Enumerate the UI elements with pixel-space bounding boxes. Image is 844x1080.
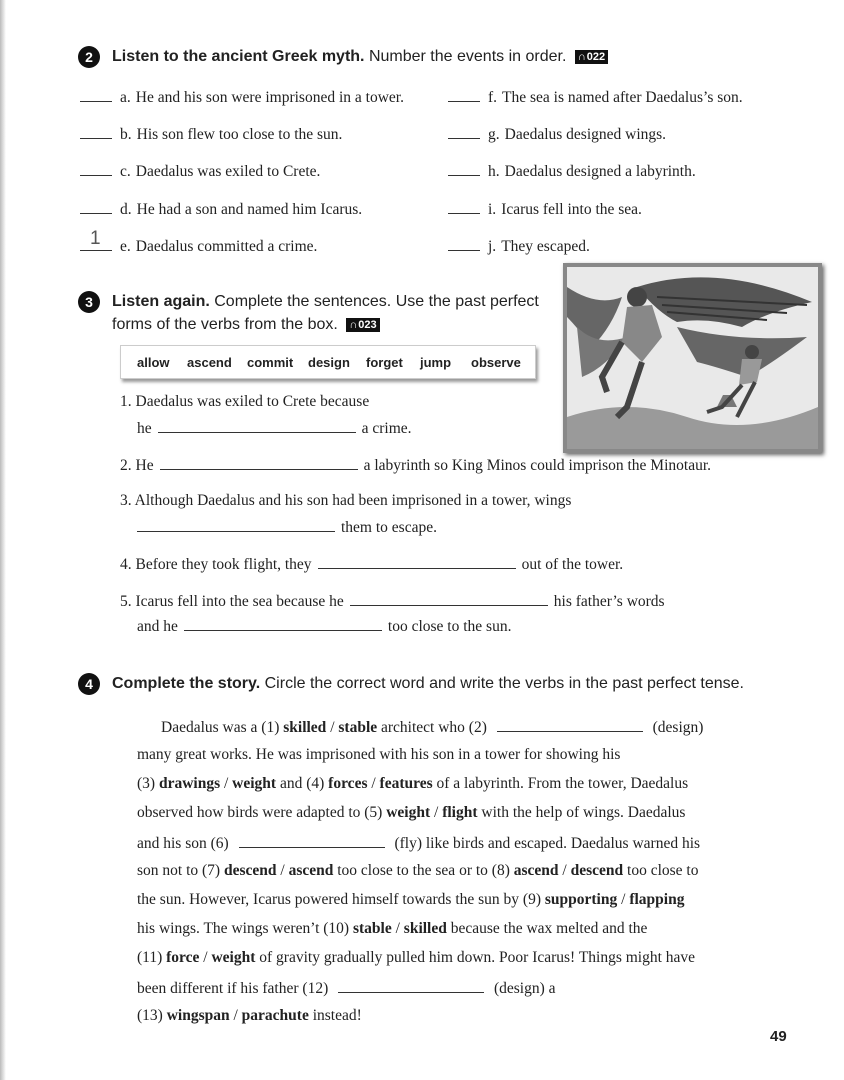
page-spine-shadow <box>0 0 6 1080</box>
story-text: (3) <box>137 775 159 792</box>
story-text: and his son (6) <box>137 835 233 852</box>
story-text: instead! <box>308 1007 362 1024</box>
answer-blank[interactable] <box>350 591 548 606</box>
audio-track-number: 023 <box>358 319 377 331</box>
sentence-text: he <box>137 420 152 437</box>
event-letter: j. <box>488 238 497 255</box>
story-text: observed how birds were adapted to (5) <box>137 804 387 821</box>
word-box-item: commit <box>247 355 294 370</box>
story-text: (design) <box>648 719 704 736</box>
exercise-2-heading <box>78 46 608 68</box>
event-item <box>448 199 642 219</box>
sentence-text: and he <box>137 618 178 635</box>
sentence-3-line-2 <box>131 517 437 537</box>
word-choice[interactable]: weight <box>386 804 431 821</box>
word-box <box>120 345 536 379</box>
answer-blank[interactable] <box>338 978 484 993</box>
order-number-blank[interactable] <box>80 161 112 176</box>
headphones-icon: ∩ <box>577 51 586 64</box>
event-text: Icarus fell into the sea. <box>501 201 642 218</box>
instruction-bold: Listen again. <box>112 293 210 311</box>
event-item <box>448 161 696 181</box>
story-text: (11) <box>137 949 167 966</box>
word-choice[interactable]: supporting <box>544 891 618 908</box>
sentence-5-line-1 <box>120 591 665 611</box>
sentence-1-line-2 <box>137 418 412 438</box>
word-choice[interactable]: ascend <box>288 862 334 879</box>
audio-track-number: 022 <box>586 51 606 64</box>
exercise-3-heading-line2 <box>112 316 380 334</box>
story-text: / <box>199 949 212 966</box>
event-item <box>80 228 318 256</box>
story-text: / <box>430 804 443 821</box>
sentence-text: his father’s words <box>553 593 665 610</box>
story-text: been different if his father (12) <box>137 980 333 997</box>
event-letter: f. <box>488 89 498 106</box>
order-number-blank[interactable] <box>80 87 112 102</box>
order-number-blank[interactable] <box>80 124 112 139</box>
event-text: Daedalus committed a crime. <box>135 238 318 255</box>
sentence-text: a labyrinth so King Minos could imprison the Minotaur. <box>363 457 712 474</box>
headphones-icon: ∩ <box>349 319 358 331</box>
word-choice[interactable]: forces <box>328 775 368 792</box>
exercise-number: 4 <box>78 673 100 695</box>
sentence-5-line-2 <box>137 616 511 636</box>
story-text: / <box>220 775 233 792</box>
story-line <box>137 891 684 909</box>
order-number-blank[interactable] <box>448 124 480 139</box>
answer-blank[interactable] <box>239 833 385 848</box>
story-text: too close to the sea or to (8) <box>333 862 514 879</box>
word-choice[interactable]: flight <box>442 804 478 821</box>
story-text: of a labyrinth. From the tower, Daedalus <box>432 775 689 792</box>
word-box-item: jump <box>420 355 452 370</box>
word-choice[interactable]: descend <box>570 862 624 879</box>
event-letter: e. <box>120 238 131 255</box>
event-text: He had a son and named him Icarus. <box>136 201 363 218</box>
answer-blank[interactable] <box>137 517 335 532</box>
sentence-text: too close to the sun. <box>387 618 512 635</box>
sentence-1-line-1: 1. Daedalus was exiled to Crete because <box>120 393 370 410</box>
story-line <box>137 949 695 967</box>
story-text: / <box>229 1007 242 1024</box>
story-line <box>137 804 685 822</box>
audio-track-badge[interactable] <box>346 318 379 332</box>
exercise-number: 3 <box>78 291 100 313</box>
instruction-bold: Listen to the ancient Greek myth. <box>112 48 365 66</box>
order-number-blank[interactable] <box>80 228 112 251</box>
word-box-item: forget <box>366 355 403 370</box>
story-text: / <box>367 775 380 792</box>
instruction-text: Number the events in order. <box>368 48 567 66</box>
story-text: / <box>326 719 339 736</box>
story-text: / <box>391 920 404 937</box>
story-text: many great works. He was imprisoned with his son in a tower for showing his <box>137 746 621 763</box>
sentence-3-line-1: 3. Although Daedalus and his son had been imprisoned in a tower, wings <box>120 492 572 509</box>
answer-blank[interactable] <box>497 717 643 732</box>
word-choice[interactable]: weight <box>232 775 277 792</box>
story-line <box>137 978 556 998</box>
word-choice[interactable]: skilled <box>403 920 447 937</box>
exercise-3-heading <box>78 291 539 313</box>
word-choice[interactable]: force <box>166 949 200 966</box>
story-text: and (4) <box>276 775 329 792</box>
story-text: / <box>558 862 571 879</box>
event-item <box>80 161 320 181</box>
word-box-item: observe <box>471 355 521 370</box>
event-text: They escaped. <box>501 238 590 255</box>
sentence-text: them to escape. <box>341 519 437 536</box>
story-text: / <box>617 891 630 908</box>
event-letter: h. <box>488 163 500 180</box>
event-letter: i. <box>488 201 497 218</box>
sentence-text: 5. Icarus fell into the sea because he <box>120 593 344 610</box>
sentence-text: 4. Before they took flight, they <box>120 556 312 573</box>
order-number-blank[interactable] <box>448 199 480 214</box>
event-text: Daedalus was exiled to Crete. <box>135 163 321 180</box>
event-item <box>448 124 666 144</box>
instruction-text: Circle the correct word and write the verbs in the past perfect tense. <box>264 675 744 693</box>
word-choice[interactable]: ascend <box>513 862 559 879</box>
story-text: of gravity gradually pulled him down. Poor Icarus! Things might have <box>255 949 696 966</box>
event-letter: a. <box>120 89 131 106</box>
event-item <box>448 87 743 107</box>
story-text: Daedalus was a (1) <box>161 719 284 736</box>
story-text: with the help of wings. Daedalus <box>477 804 686 821</box>
story-text: his wings. The wings weren’t (10) <box>137 920 353 937</box>
story-line <box>137 833 700 853</box>
word-choice[interactable]: features <box>379 775 433 792</box>
order-number-blank[interactable] <box>448 161 480 176</box>
flying-figures-drawing <box>567 267 818 449</box>
word-choice[interactable]: drawings <box>158 775 221 792</box>
exercise-4-heading <box>78 673 744 695</box>
story-text: architect who (2) <box>377 719 491 736</box>
event-letter: g. <box>488 126 500 143</box>
order-number-blank[interactable] <box>448 236 480 251</box>
word-box-item: design <box>308 355 350 370</box>
instruction-bold: Complete the story. <box>112 675 261 693</box>
event-text: He and his son were imprisoned in a tower. <box>135 89 404 106</box>
event-text: Daedalus designed a labyrinth. <box>504 163 696 180</box>
sentence-text: a crime. <box>361 420 412 437</box>
word-choice[interactable]: weight <box>211 949 256 966</box>
event-item <box>448 236 590 256</box>
word-box-item: allow <box>137 355 170 370</box>
word-choice[interactable]: stable <box>352 920 392 937</box>
story-text: the sun. However, Icarus powered himself towards the sun by (9) <box>137 891 545 908</box>
sentence-text: out of the tower. <box>521 556 624 573</box>
answer-blank[interactable] <box>160 455 358 470</box>
answer-blank[interactable] <box>158 418 356 433</box>
story-text: too close to <box>623 862 699 879</box>
daedalus-icarus-illustration <box>563 263 822 453</box>
word-choice[interactable]: wingspan <box>166 1007 230 1024</box>
sentence-2 <box>120 455 711 475</box>
story-line <box>137 920 647 938</box>
story-text: because the wax melted and the <box>446 920 648 937</box>
story-text: (design) a <box>490 980 556 997</box>
event-letter: b. <box>120 126 132 143</box>
event-item <box>80 87 404 107</box>
order-number-blank[interactable] <box>448 87 480 102</box>
answer-blank[interactable] <box>184 616 382 631</box>
story-text: / <box>276 862 289 879</box>
event-text: Daedalus designed wings. <box>504 126 667 143</box>
story-line <box>137 775 688 793</box>
page-number: 49 <box>770 1028 787 1045</box>
story-line <box>137 746 620 764</box>
instruction-text: Complete the sentences. Use the past perfect <box>214 293 539 311</box>
story-line <box>137 1007 362 1025</box>
story-text: (fly) like birds and escaped. Daedalus warned his <box>390 835 701 852</box>
word-choice[interactable]: descend <box>223 862 277 879</box>
story-line <box>137 862 698 880</box>
event-text: His son flew too close to the sun. <box>136 126 343 143</box>
instruction-text: forms of the verbs from the box. <box>112 316 338 333</box>
word-choice[interactable]: skilled <box>283 719 327 736</box>
sentence-text: 2. He <box>120 457 154 474</box>
word-choice[interactable]: stable <box>338 719 378 736</box>
word-choice[interactable]: flapping <box>629 891 685 908</box>
event-text: The sea is named after Daedalus’s son. <box>502 89 743 106</box>
audio-track-badge[interactable] <box>575 50 608 64</box>
order-number-blank[interactable] <box>80 199 112 214</box>
word-box-item: ascend <box>187 355 232 370</box>
story-text: (13) <box>137 1007 167 1024</box>
event-item <box>80 124 342 144</box>
exercise-number: 2 <box>78 46 100 68</box>
handwritten-answer: 1 <box>90 228 101 249</box>
event-letter: c. <box>120 163 131 180</box>
word-choice[interactable]: parachute <box>241 1007 309 1024</box>
story-text: son not to (7) <box>137 862 224 879</box>
answer-blank[interactable] <box>318 554 516 569</box>
sentence-4 <box>120 554 623 574</box>
event-letter: d. <box>120 201 132 218</box>
event-item <box>80 199 362 219</box>
story-line <box>161 717 703 737</box>
